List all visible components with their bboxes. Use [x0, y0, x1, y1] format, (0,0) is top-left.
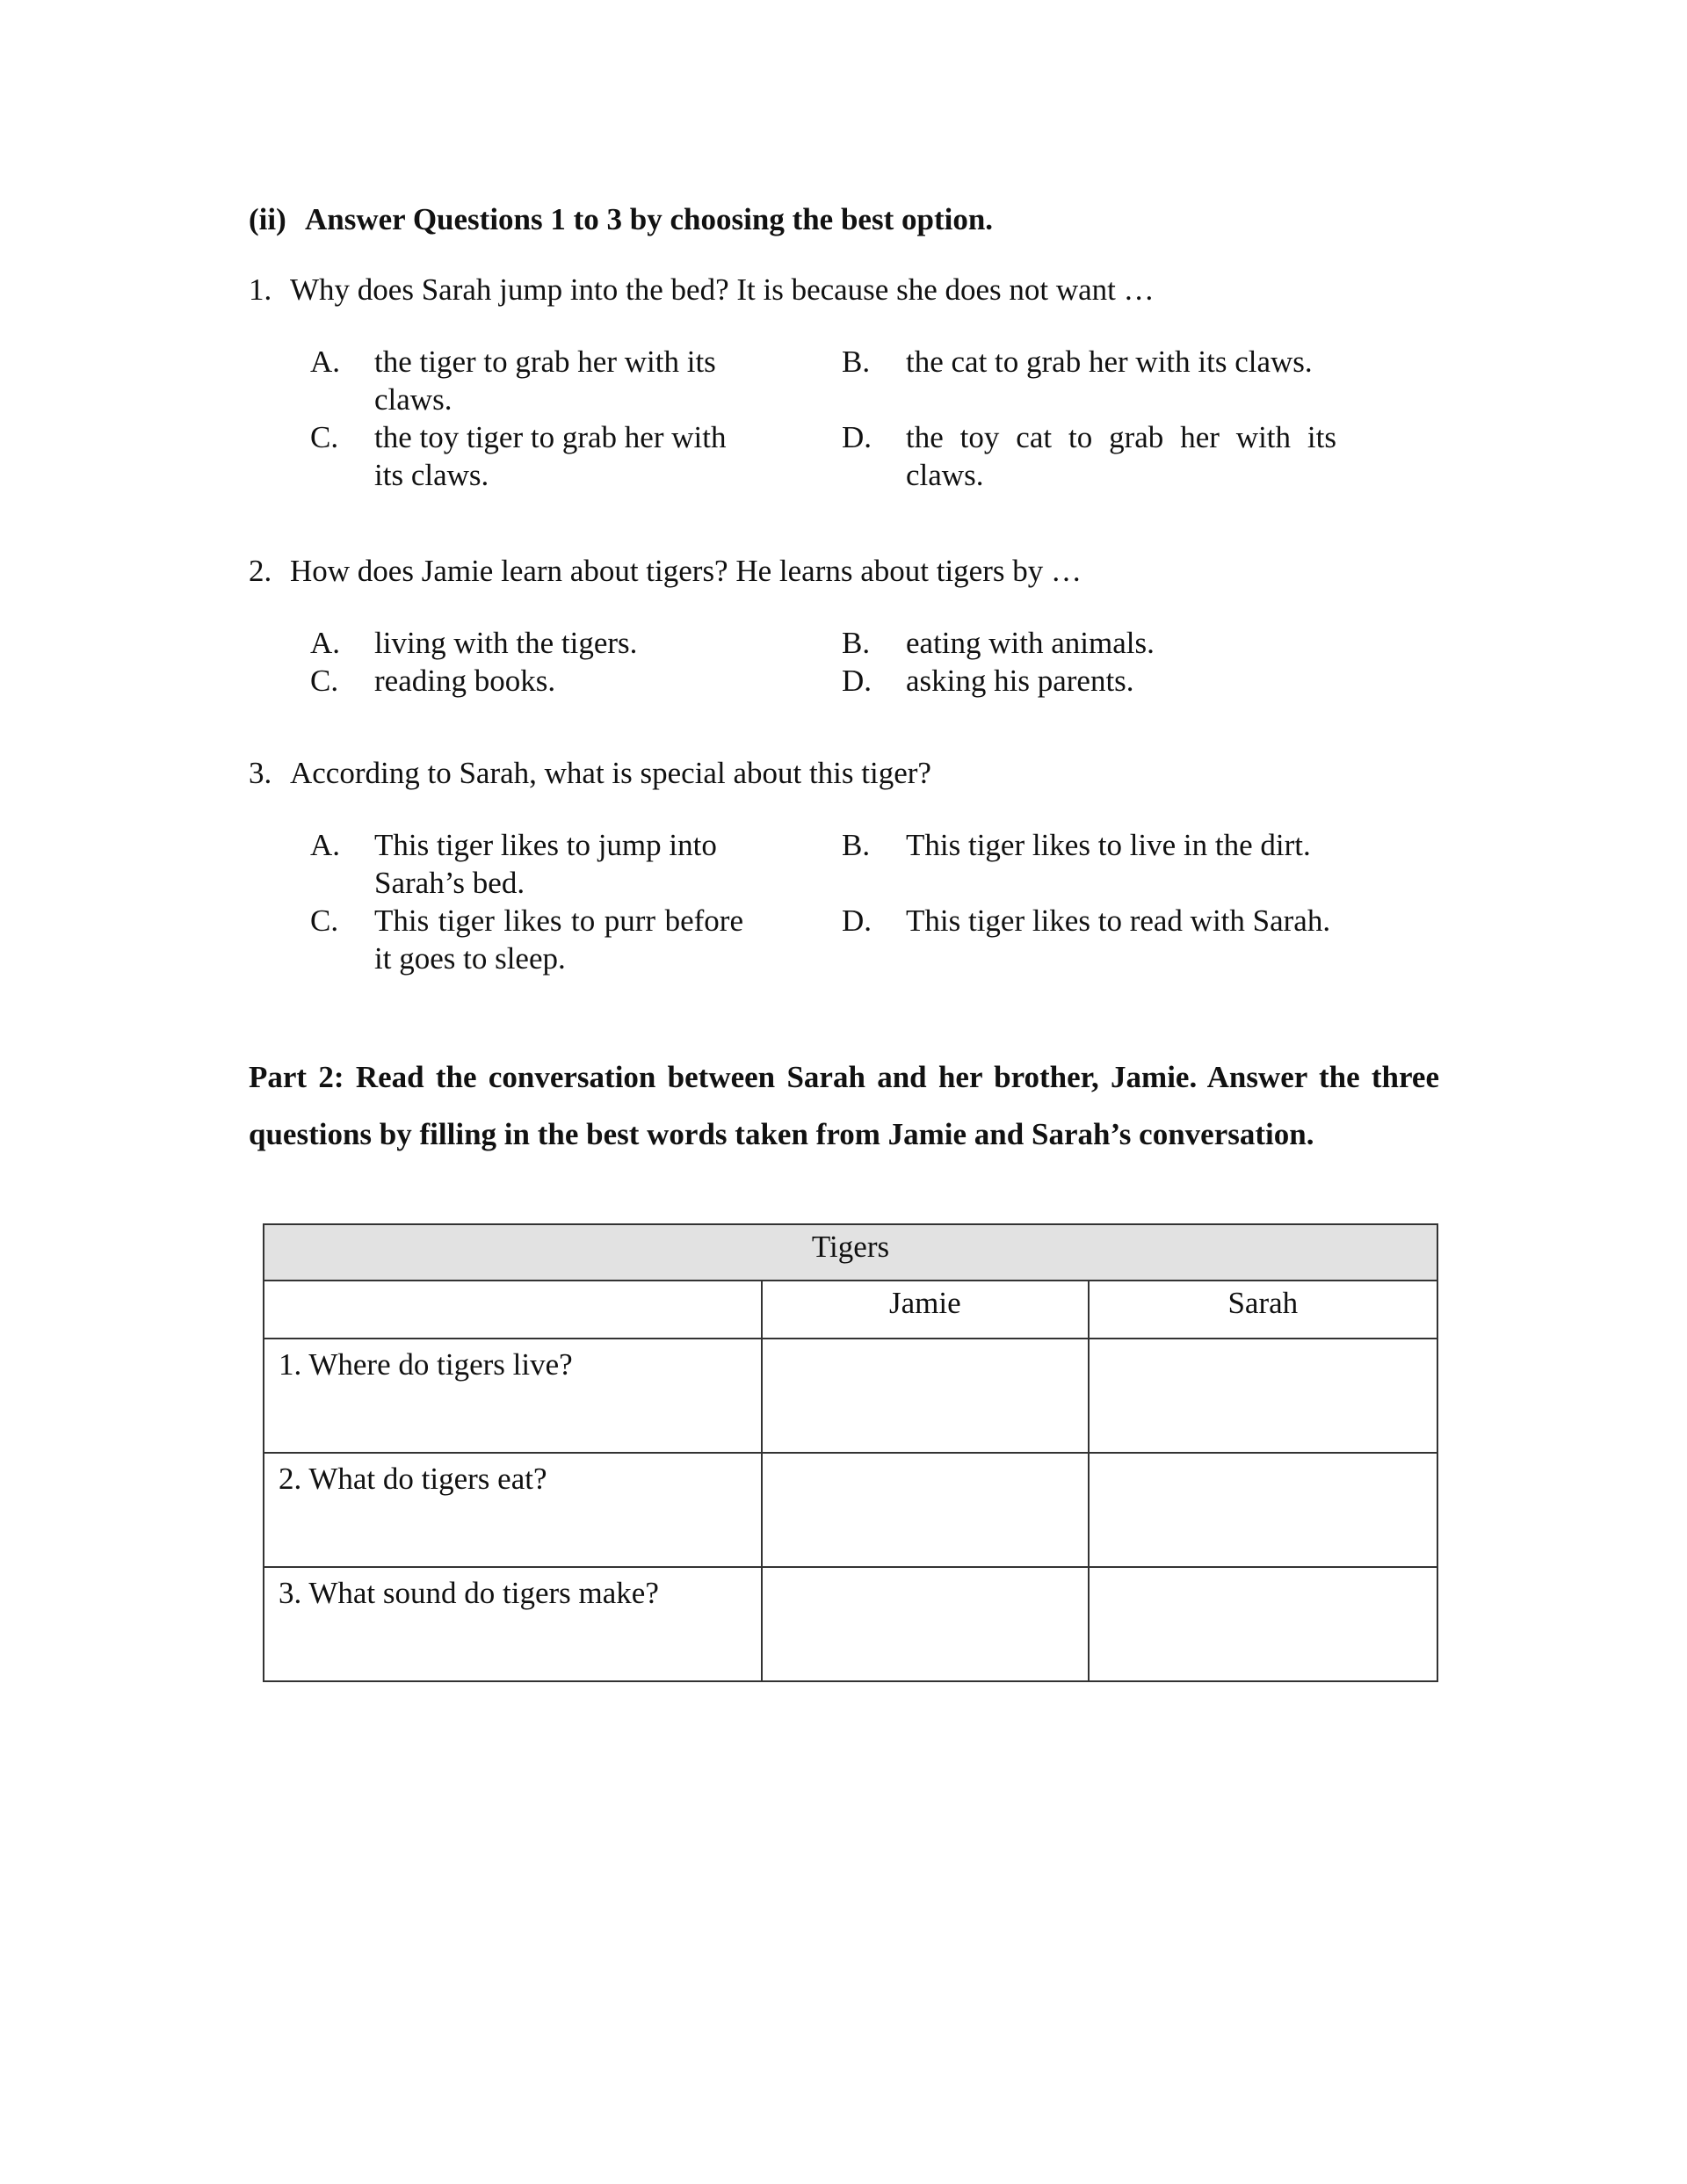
section-number: (ii): [249, 202, 286, 236]
option-letter: D.: [842, 903, 872, 938]
question-text: How does Jamie learn about tigers? He learns about tigers by …: [290, 554, 1082, 588]
question-number: 2.: [249, 554, 272, 588]
option-text: reading books.: [374, 664, 556, 698]
answer-table: [263, 1223, 1438, 1682]
table-title: Tigers: [264, 1224, 1437, 1281]
option-letter: C.: [310, 420, 339, 454]
answer-cell-sarah[interactable]: [1089, 1567, 1437, 1681]
option-text: eating with animals.: [906, 626, 1155, 660]
option-letter: B.: [842, 828, 871, 862]
question-number: 3.: [249, 756, 272, 790]
question-2: [249, 552, 1082, 591]
answer-cell-jamie[interactable]: [762, 1339, 1088, 1453]
part2-instruction: Part 2: Read the conversation between Sarah and her brother, Jamie. Answer the three questions by filling in the best words taken from Jamie and Sarah’s conversation.: [249, 1060, 1439, 1151]
question-1: [249, 271, 1155, 309]
option-letter: A.: [310, 626, 341, 660]
option-text: This tiger likes to live in the dirt.: [906, 828, 1311, 862]
option-letter: B.: [842, 345, 871, 379]
option-letter: C.: [310, 664, 339, 698]
option-text: living with the tigers.: [374, 626, 638, 660]
question-number: 1.: [249, 272, 272, 307]
section-heading: [249, 200, 993, 239]
section-instruction: Answer Questions 1 to 3 by choosing the best option.: [305, 202, 994, 236]
answer-cell-jamie[interactable]: [762, 1453, 1088, 1567]
option-text: This tiger likes to purr before it goes to sleep.: [374, 903, 743, 976]
table-title-row: [264, 1224, 1437, 1281]
option-letter: A.: [310, 345, 341, 379]
question-text: According to Sarah, what is special about this tiger?: [290, 756, 931, 790]
table-header-row: [264, 1281, 1437, 1339]
option-text: asking his parents.: [906, 664, 1134, 698]
option-text: This tiger likes to jump into Sarah’s bed.: [374, 828, 717, 900]
option-text: the toy tiger to grab her with its claws.: [374, 420, 727, 492]
option-letter: D.: [842, 664, 872, 698]
option-letter: B.: [842, 626, 871, 660]
header-sarah: Sarah: [1089, 1281, 1437, 1339]
table-row: [264, 1567, 1437, 1681]
row-question: 1. Where do tigers live?: [264, 1339, 762, 1453]
question-text: Why does Sarah jump into the bed? It is because she does not want …: [290, 272, 1155, 307]
answer-cell-jamie[interactable]: [762, 1567, 1088, 1681]
option-letter: D.: [842, 420, 872, 454]
option-text: the tiger to grab her with its claws.: [374, 345, 716, 417]
table-row: [264, 1453, 1437, 1567]
answer-cell-sarah[interactable]: [1089, 1339, 1437, 1453]
table-row: [264, 1339, 1437, 1453]
option-text: the toy cat to grab her with its claws.: [906, 420, 1336, 492]
question-3: [249, 754, 931, 793]
option-letter: A.: [310, 828, 341, 862]
header-blank: [264, 1281, 762, 1339]
row-question: 3. What sound do tigers make?: [264, 1567, 762, 1681]
header-jamie: Jamie: [762, 1281, 1088, 1339]
option-letter: C.: [310, 903, 339, 938]
option-text: the cat to grab her with its claws.: [906, 345, 1313, 379]
option-text: This tiger likes to read with Sarah.: [906, 903, 1331, 938]
row-question: 2. What do tigers eat?: [264, 1453, 762, 1567]
answer-cell-sarah[interactable]: [1089, 1453, 1437, 1567]
